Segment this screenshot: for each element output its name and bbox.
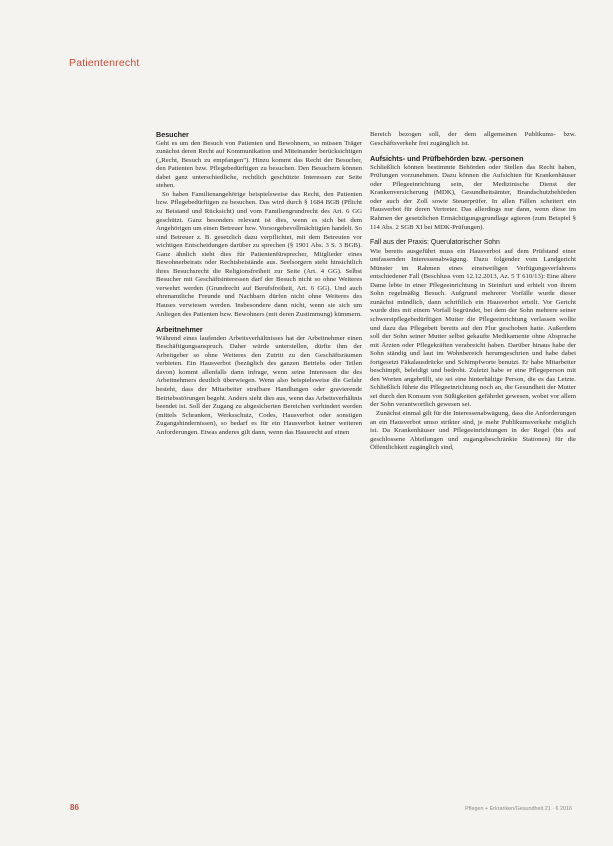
heading-besucher: Besucher bbox=[156, 130, 189, 139]
paragraph: Geht es um den Besuch von Patienten und Bewohnern, so müssen Träger zunächst deren Recht auf Kommunikation und Miteinander berücksichtigen („Recht, Besuch zu empfangen"). Hinzu kommt das Recht der Besucher, den Patienten bzw. Pflegebedürftigen zu besuchen. Den Besuchern können dabei ganz unterschiedliche, rechtlich geschützte Interessen zur Seite stehen. bbox=[156, 139, 362, 190]
paragraph: Zunächst einmal gilt für die Interessenabwägung, dass die Anforderungen an ein Hausverbot umso strikter sind, je mehr Publikumsverkehr möglich ist. Da Krankenhäuser und Pflegeeinrichtungen in der Regel (bis auf geschlossene Abteilungen und zugangsbeschränkte Stationen) für die Öffentlichkeit zugänglich sind, bbox=[370, 410, 576, 452]
footer-source: Pflegen + Erkranken/Gesundheit 21 · 6 2016 bbox=[465, 806, 572, 812]
paragraph: Bereich bezogen soll, der dem allgemeinen Publikums- bzw. Geschäftsverkehr frei zugänglich ist. bbox=[370, 131, 576, 147]
paragraph: Schließlich können bestimmte Behörden oder Stellen das Recht haben, Prüfungen vorzunehmen. Dazu können die Aufsichten für Krankenhäuser oder Pflegeeinrichtung sein, der Medizinische Dienst der Krankenversicherung (MDK), Gesundheitsämter, Brandschutzbehörden oder auch der Zoll sowie Steuerprüfer. In allen Fällen scheitert ein Hausverbot für deren Vertreter. Das allerdings nur dann, wenn diese im Rahmen der gesetzlichen Ermächtigungsgrundlage agieren (zum Beispiel § 114 Abs. 2 SGB XI bei MDK-Prüfungen). bbox=[370, 163, 576, 231]
right-column bbox=[370, 131, 576, 453]
paragraph: Während eines laufenden Arbeitsverhältnisses hat der Arbeitnehmer einen Beschäftigungsanspruch. Daher würde unterstellen, dürfte ihm der Arbeitgeber so ohne Weiteres den Zutritt zu den Geschäftsräumen verbieten. Ein Hausverbot (bezüglich des ganzen Betriebs oder Teilen davon) kommt allenfalls dann infrage, wenn seine Interessen die des Arbeitnehmers deutlich überwiegen. Wenn also beispielsweise die Gefahr besteht, dass der Mitarbeiter strafbare Handlungen oder gravierende Betriebsstörungen begeht. Anders sieht dies aus, wenn das Arbeitsverhältnis beendet ist. Soll der Zugang zu abgesicherten Bereichen verhindert werden (mittels Schranken, Werksschutz, Codes, Hausverbot oder sonstigen Zugangshindernissen), so bedarf es für ein Hausverbot keiner weiteren Anforderungen. Etwas anderes gilt dann, wenn das Hausrecht auf einen bbox=[156, 334, 362, 436]
paragraph: Wie bereits ausgeführt muss ein Hausverbot auf dem Prüfstand einer umfassenden Interessenabwägung. Dazu folgender vom Landgericht Münster im Rahmen eines einstweiligen Verfügungsverfahrens entschiedener Fall (Beschluss vom 12.12.2013, Az. 5 T 610/13): Eine ältere Dame lebte in einer Pflegeeinrichtung in Steinfurt und erhielt von ihrem Sohn regelmäßig Besuch. Aufgrund mehrerer Vorfälle wurde dieser zunächst mündlich, dann schriftlich ein Hausverbot erteilt. Vor Gericht wurde dies mit einem Vorfall begründet, bei dem der Sohn mehrere seiner schwerstpflegebedürftigen Mutter die Pflegeeinrichtung verlassen wollte und dazu das Pflegebett bereits auf den Flur geschoben hatte. Außerdem soll der Sohn seiner Mutter selbst gekaufte Medikamente ohne Absprache mit Ärzten oder Pflegekräften verabreicht haben. Darüber hinaus habe der Sohn ständig und laut im Wohnbereich herumgeschrien und habe dabei fortgesetzt Fäkalausdrücke und Schimpfworte benutzt. Er habe Mitarbeiter beschimpft, beleidigt und bedroht. Zuletzt habe er eine Pflegeperson mit den Worten angebrüllt, sie sei eine hinterhältige Person, die es das Letzte. Schließlich führte die Pflegeeinrichtung noch an, die Gesundheit der Mutter sei durch den Konsum von Süßigkeiten gefährdet gewesen, wobei vor allem der Sohn verantwortlich gewesen sei. bbox=[370, 247, 576, 409]
section-label: Patientenrecht bbox=[69, 57, 140, 69]
page-number: 86 bbox=[70, 803, 79, 812]
heading-arbeitnehmer: Arbeitnehmer bbox=[156, 325, 203, 335]
paragraph: So haben Familienangehörige beispielsweise das Recht, den Patienten bzw. Pflegebedürftigen zu besuchen. Das wird durch § 1684 BGB (Pflicht zu Beistand und Rücksicht) und vom Familiengrundrecht des Art. 6 GG geschützt. Ganz besonders relevant ist dies, wenn es sich bei dem Angehörigen um einen Betreuer bzw. Vorsorgebevollmächtigten handelt. So sind Betreuer z. B. gesetzlich dazu verpflichtet, mit dem Betreuten vor wichtigen Entscheidungen darüber zu sprechen (§ 1901 Abs. 3 S. 3 BGB). Ganz ähnlich sieht dies für Patientenfürsprecher, Mitglieder eines Bewohnerbeirats oder Rechtsbeistände aus. Seelsorgern steht hinsichtlich ihres Besuchsrecht die Religionsfreiheit zur Seite (Art. 4 GG). Selbst Besucher mit Geschäftsinteressen darf der Besuch nicht so ohne Weiteres verwehrt werden (Grundrecht auf Berufsfreiheit, Art. 6 GG). Und auch ehrenamtliche Freunde und Nachbarn dürfen nicht ohne Weiteres des Hauses verwiesen werden. Insbesondere dann nicht, wenn sie sich um Anliegen des Patienten bzw. Bewohners (mit deren Zustimmung) kümmern. bbox=[156, 190, 362, 318]
subheading-case: Fall aus der Praxis: Querulatorischer Sohn bbox=[370, 239, 500, 247]
left-column bbox=[156, 131, 362, 437]
heading-aufsicht: Aufsichts- und Prüfbehörden bzw. -personen bbox=[370, 154, 524, 164]
